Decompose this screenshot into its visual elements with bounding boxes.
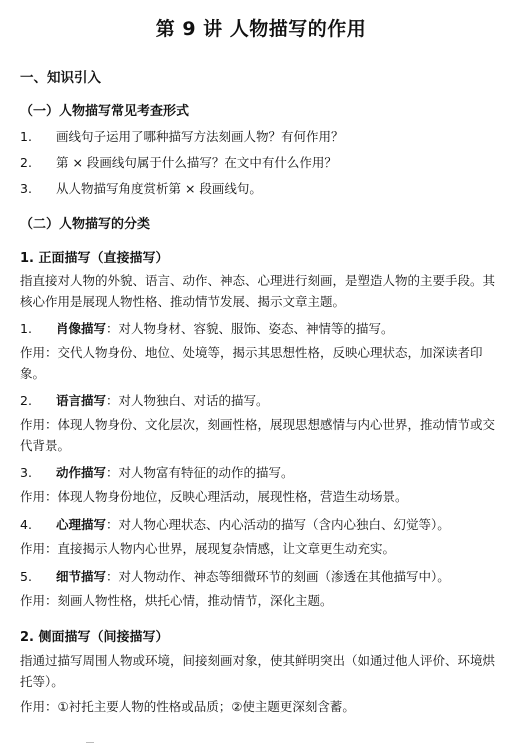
type-effect: 作用：体现人物身份、文化层次，刻画性格，展现思想感情与内心世界，推动情节或交代背景。	[20, 417, 496, 453]
description-type-item	[20, 391, 269, 409]
type-number: 2.	[20, 393, 32, 408]
type-term: 语言描写	[56, 393, 107, 408]
list-item	[20, 127, 344, 145]
type-number: 1.	[20, 321, 32, 336]
type-term: 心理描写	[56, 517, 107, 532]
description-type-item	[20, 319, 394, 337]
paragraph-direct-description: 指直接对人物的外貌、语言、动作、神态、心理进行刻画，是塑造人物的主要手段。其核心作用是展现人物性格、推动情节发展、揭示文章主题。	[20, 273, 496, 309]
indirect-effect: 作用：①衬托主要人物的性格或品质；②使主题更深刻含蓄。	[20, 699, 355, 714]
list-item-number: 2.	[20, 155, 32, 170]
description-type-item	[20, 463, 294, 481]
list-item-text: 画线句子运用了哪种描写方法刻画人物？有何作用？	[56, 129, 344, 144]
type-definition: ：对人物独白、对话的描写。	[106, 393, 269, 408]
type-effect: 作用：直接揭示人物内心世界，展现复杂情感，让文章更生动充实。	[20, 541, 396, 556]
list-item-text: 从人物描写角度赏析第 × 段画线句。	[56, 181, 262, 196]
type-term: 动作描写	[56, 465, 107, 480]
list-item	[20, 153, 337, 171]
type-number: 5.	[20, 569, 32, 584]
list-item-number: 3.	[20, 181, 32, 196]
type-effect: 作用：体现人物身份地位，反映心理活动，展现性格，营造生动场景。	[20, 489, 408, 504]
type-definition: ：对人物身材、容貌、服饰、姿态、神情等的描写。	[106, 321, 394, 336]
type-definition: ：对人物心理状态、内心活动的描写（含内心独白、幻觉等）。	[106, 517, 450, 532]
page-edge-mark	[86, 742, 94, 743]
type-effect: 作用：刻画人物性格，烘托心情，推动情节，深化主题。	[20, 593, 333, 608]
heading-direct-description: 1. 正面描写（直接描写）	[20, 251, 169, 266]
description-type-item	[20, 567, 450, 585]
type-term: 细节描写	[56, 569, 107, 584]
subsection-heading-exam-forms: （一）人物描写常见考查形式	[20, 104, 190, 119]
description-type-item	[20, 515, 450, 533]
list-item-number: 1.	[20, 129, 32, 144]
paragraph-indirect-description: 指通过描写周围人物或环境，间接刻画对象，使其鲜明突出（如通过他人评价、环境烘托等）。	[20, 653, 496, 689]
type-term: 肖像描写	[56, 321, 107, 336]
type-effect: 作用：交代人物身份、地位、处境等，揭示其思想性格，反映心理状态，加深读者印象。	[20, 345, 483, 381]
list-item	[20, 179, 262, 197]
list-item-text: 第 × 段画线句属于什么描写？在文中有什么作用？	[56, 155, 337, 170]
subsection-heading-classification: （二）人物描写的分类	[20, 217, 151, 232]
heading-indirect-description: 2. 侧面描写（间接描写）	[20, 630, 169, 645]
type-definition: ：对人物动作、神态等细微环节的刻画（渗透在其他描写中）。	[106, 569, 450, 584]
type-definition: ：对人物富有特征的动作的描写。	[106, 465, 294, 480]
page-title: 第 9 讲 人物描写的作用	[155, 18, 367, 40]
type-number: 4.	[20, 517, 32, 532]
section-heading-knowledge-intro: 一、知识引入	[20, 70, 101, 86]
type-number: 3.	[20, 465, 32, 480]
